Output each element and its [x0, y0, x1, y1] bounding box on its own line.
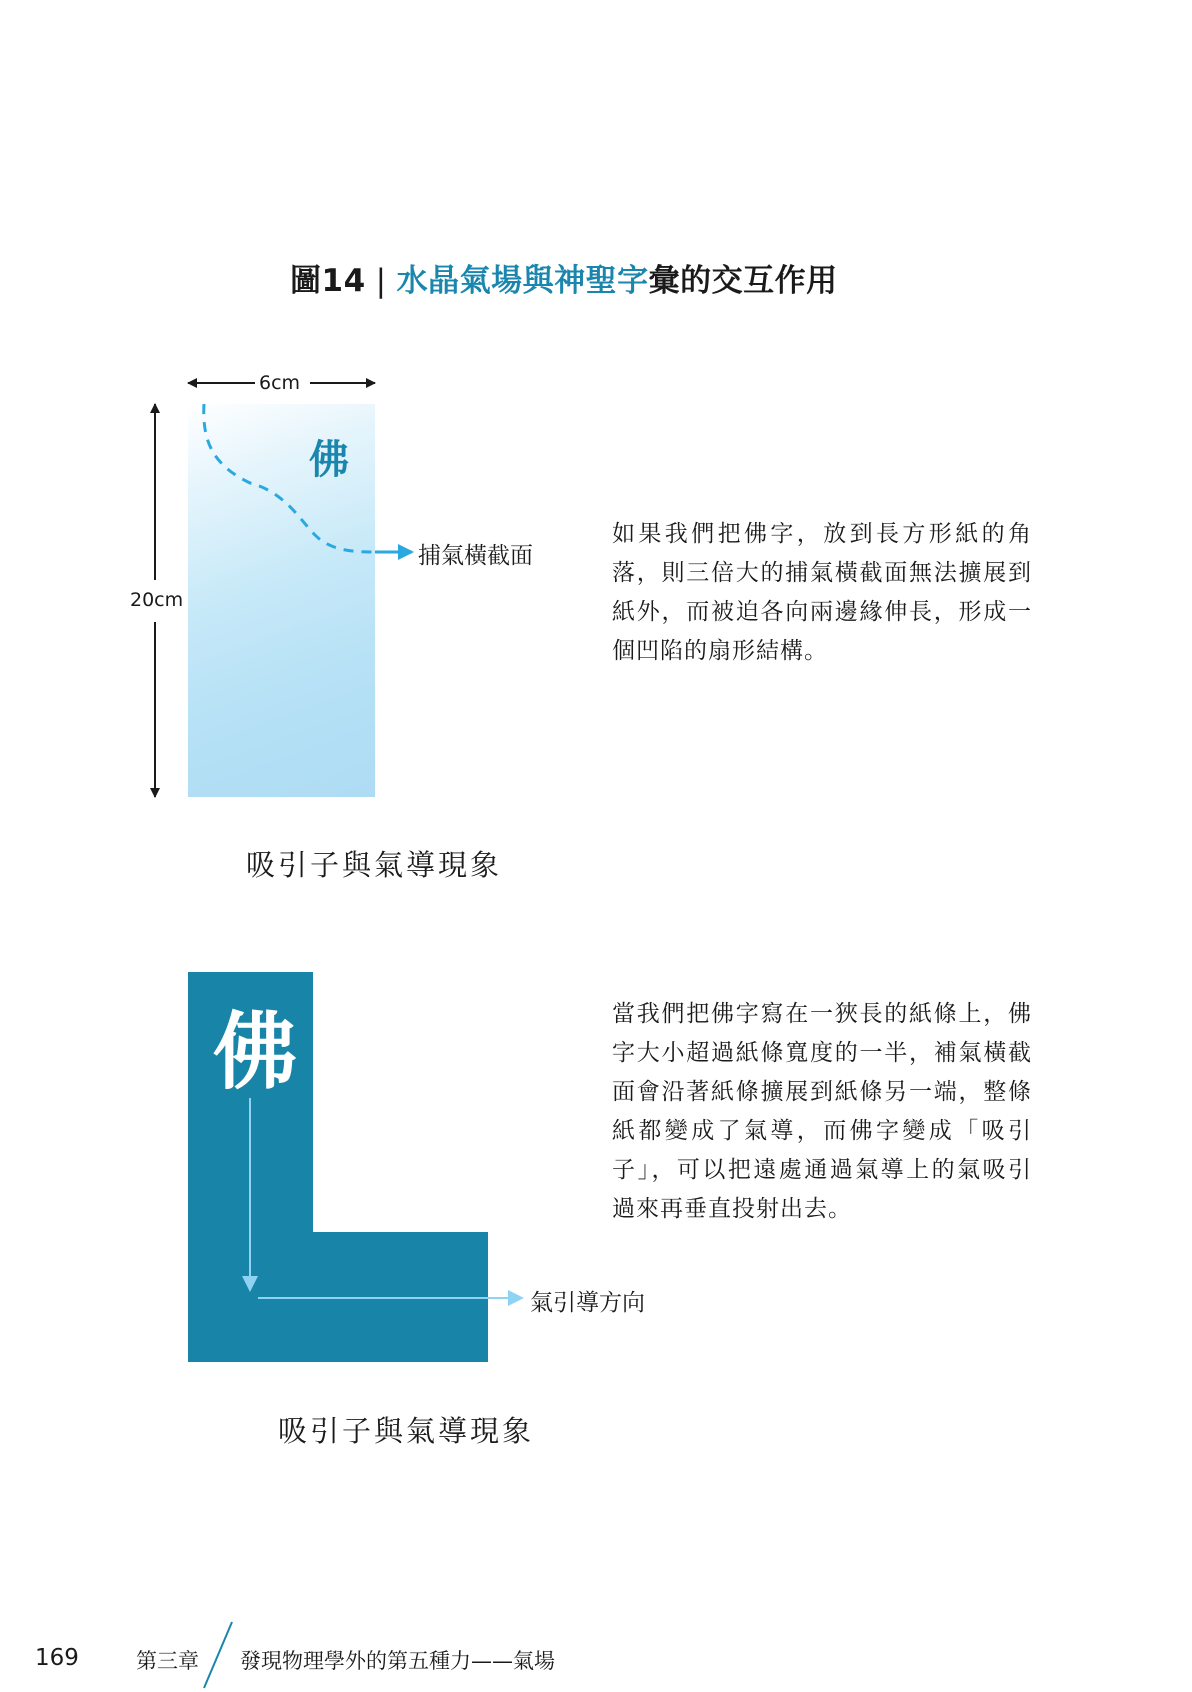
title-part-3: 彙的交互作用	[648, 263, 838, 299]
chapter-label: 第三章	[136, 1649, 199, 1673]
footer-slash-divider	[200, 1620, 236, 1690]
buddha-character-small: 佛	[309, 437, 349, 483]
callout-capture-cross-section: 捕氣橫截面	[418, 543, 533, 569]
title-separator: |	[375, 263, 387, 299]
page-number: 169	[35, 1645, 79, 1671]
title-part-1: 水晶	[396, 263, 460, 299]
caption-diagram-2: 吸引子與氣導現象	[278, 1414, 535, 1448]
width-label: 6cm	[256, 372, 303, 394]
paragraph-2: 當我們把佛字寫在一狹長的紙條上，佛字大小超過紙條寬度的一半，補氣橫截面會沿著紙條擴展到紙條另一端，整條紙都變成了氣導，而佛字變成「吸引子」，可以把遠處通過氣導上的氣吸引過來再垂直投射出去。	[612, 1001, 1032, 1222]
figure-label: 圖14	[290, 263, 366, 299]
callout-qi-guide-direction: 氣引導方向	[530, 1290, 645, 1316]
title-part-2: 氣場與神聖字	[459, 263, 649, 299]
paragraph-1: 如果我們把佛字，放到長方形紙的角落，則三倍大的捕氣橫截面無法擴展到紙外，而被迫各向兩邊緣伸長，形成一個凹陷的扇形結構。	[612, 521, 1032, 664]
capture-boundary-dashed	[204, 404, 375, 552]
buddha-character-large: 佛	[213, 1003, 298, 1101]
caption-diagram-1: 吸引子與氣導現象	[246, 848, 503, 882]
height-label: 20cm	[127, 589, 186, 611]
chapter-title: 發現物理學外的第五種力——氣場	[240, 1649, 555, 1673]
